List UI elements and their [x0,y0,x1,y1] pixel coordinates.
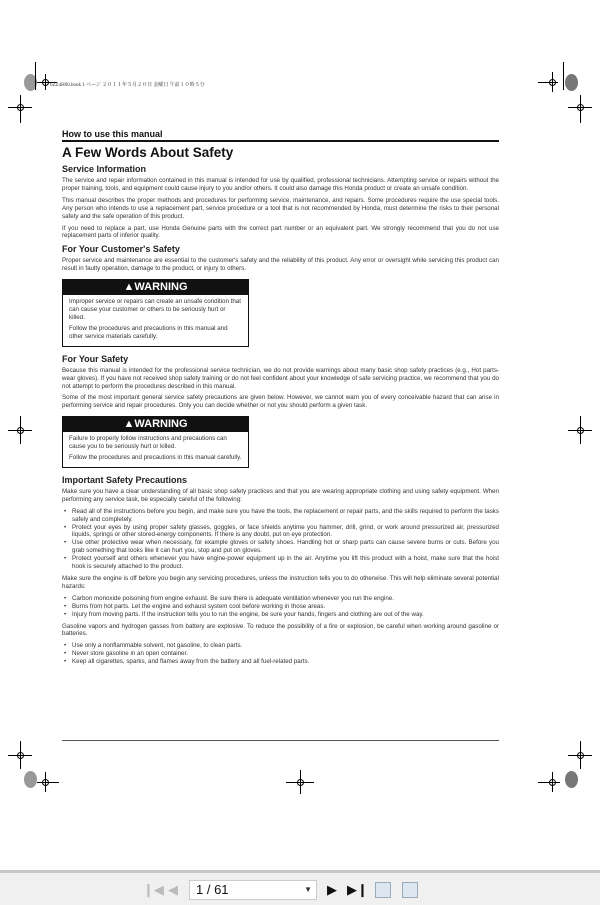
list-item: • Never store gasoline in an open container. [62,650,499,658]
heading-customer-safety: For Your Customer's Safety [62,244,180,255]
paragraph: This manual describes the proper methods and procedures for performing service, maintenance, and repairs. Some procedures require the use special tools. Any person who intends to use a replacement part, service procedure or a tool that is not recommended by Honda, must determine the risks to their personal safety and the safe operation of this product. [62,196,499,220]
page-selector[interactable] [189,880,317,900]
warning-text: Follow the procedures and precautions in this manual and other service materials carefully. [69,324,228,340]
paragraph: Proper service and maintenance are essential to the customer's safety and the reliability of this product. Any error or oversight while servicing this product can result in faulty operation, damage to the product, or injury to others. [62,257,499,273]
paragraph: The service and repair information contained in this manual is intended for use by qualified, professional technicians. Attempting service or repairs without the proper training, tools, and equipment could cause injury to you and/or others. It could also damage this Honda product or create an unsafe condition. [62,177,499,192]
paragraph: Make sure you have a clear understanding of all basic shop safety practices and that you are wearing appropriate clothing and using safety equipment. When performing any service task, be especially careful of the following: [62,487,499,503]
last-page-icon[interactable]: ▶❙ [347,882,368,897]
warning-label: ▲WARNING [63,280,248,295]
list-item: • Read all of the instructions before you begin, and make sure you have the tools, the replacement or repair parts, and the skills required to perform the tasks safely and completely. [62,508,499,524]
hazards-list [62,595,499,619]
warning-text: Failure to properly follow instructions and precautions can cause you to be seriously hurt or killed. [69,435,227,451]
print-header: 6ZZ4H00.book 1 ページ ２０１１年５月２０日 金曜日 午前１０時５分 [50,83,205,88]
previous-page-icon[interactable]: ◀ [168,882,178,897]
warning-text: Follow the procedures and precautions in this manual carefully. [69,454,242,462]
list-item: • Carbon monoxide poisoning from engine exhaust. Be sure there is adequate ventilation whenever you run the engine. [62,595,499,603]
list-item: • Use only a nonflammable solvent, not gasoline, to clean parts. [62,642,499,650]
single-page-view-icon[interactable] [375,882,391,898]
heading-service-information: Service Information [62,164,147,174]
warning-box [62,279,249,347]
heading-your-safety: For Your Safety [62,353,129,364]
registration-dot-icon [565,771,578,788]
next-page-icon[interactable]: ▶ [327,882,337,897]
list-item: • Burns from hot parts. Let the engine and exhaust system cool before working in those areas. [62,603,499,611]
registration-dot-icon [565,74,578,91]
footer-rule [62,740,499,741]
chevron-down-icon: ▼ [304,885,312,894]
heading-precautions: Important Safety Precautions [62,474,188,485]
paragraph: Some of the most important general service safety precautions are given below. However, we cannot warn you of every conceivable hazard that can arise in performing service and repair procedures. Only you can decide whether or not you should perform a given task. [62,394,499,410]
list-item: • Keep all cigarettes, sparks, and flames away from the battery and all fuel-related parts. [62,658,499,666]
viewer-toolbar [0,870,600,905]
paragraph: Because this manual is intended for the professional service technician, we do not provide warnings about many basic shop safety practices (e.g., Hot parts-wear gloves). If you have not received shop safety training or do not feel confident about your knowledge of safe servicing practice, we recommend that you do not attempt to perform the procedures described in this manual. [62,366,499,390]
list-item: • Injury from moving parts. If the instruction tells you to run the engine, be sure your hands, fingers and clothing are out of the way. [62,611,499,619]
warning-text: Improper service or repairs can create an unsafe condition that can cause your customer or others to be seriously hurt or killed. [69,298,241,321]
list-item: • Protect yourself and others whenever you have engine-power equipment up in the air. Anytime you lift this product with a hoist, make sure that the hoist hook is securely attached to the product. [62,555,499,571]
warning-box [62,416,249,468]
paragraph: Gasoline vapors and hydrogen gasses from battery are explosive. To reduce the possibility of a fire or explosion, be careful when working around gasoline or batteries. [62,622,499,638]
section-label: How to use this manual [62,129,499,142]
first-page-icon[interactable]: ❙◀ [143,882,164,897]
registration-dot-icon [24,771,37,788]
two-page-view-icon[interactable] [402,882,418,898]
page-indicator: 1 / 61 [196,882,229,897]
list-item: • Protect your eyes by using proper safety glasses, goggles, or face shields anytime you hammer, drill, grind, or work around pressurized air, pressurized liquids, springs or other stored-energy components. If there is any doubt, put on eye protection. [62,524,499,540]
paragraph: If you need to replace a part, use Honda Genuine parts with the correct part number or an equivalent part. We strongly recommend that you do not use replacement parts of inferior quality. [62,224,499,240]
precautions-list [62,508,499,571]
list-item: • Use other protective wear when necessary, for example gloves or safety shoes. Handling hot or sharp parts can cause severe burns or cuts. Before you grab something that looks like it can hurt you, stop and put on gloves. [62,539,499,555]
page-title: A Few Words About Safety [62,145,234,160]
warning-label: ▲WARNING [63,417,248,432]
gasoline-list [62,642,499,666]
paragraph: Make sure the engine is off before you begin any servicing procedures, unless the instruction tells you to do otherwise. This will help eliminate several potential hazards: [62,575,499,590]
